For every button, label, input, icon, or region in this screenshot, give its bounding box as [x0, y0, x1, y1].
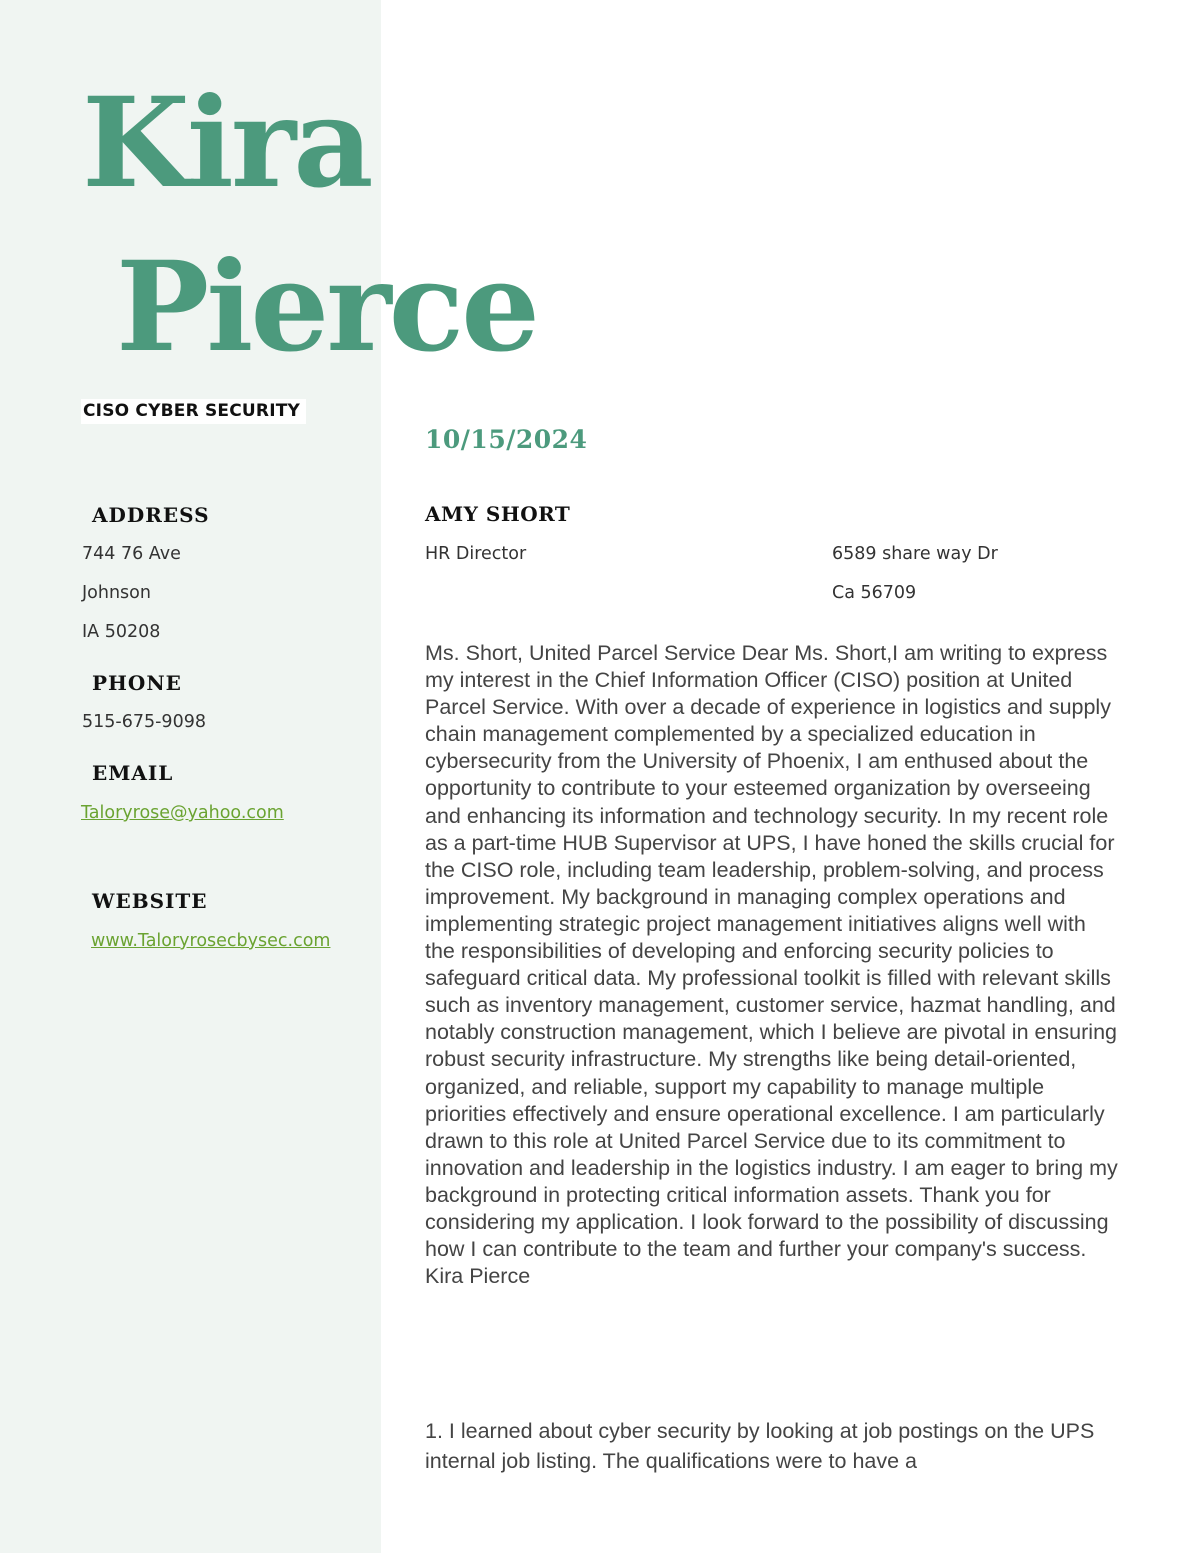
- recipient-address-line-1: 6589 share way Dr: [832, 544, 998, 564]
- letter-body: Ms. Short, United Parcel Service Dear Ms. Short,I am writing to express my interest in the Chief Information Officer (CISO) position at United Parcel Service. With over a decade of experience in logistics and supply chain management complemented by a specialized education in cybersecurity from the University of Phoenix, I am enthused about the opportunity to contribute to your esteemed organization by overseeing and enhancing its information and technology security. In my recent role as a part-time HUB Supervisor at UPS, I have honed the skills crucial for the CISO role, including team leadership, problem-solving, and process improvement. My background in managing complex operations and implementing strategic project management initiatives aligns well with the responsibilities of developing and enforcing security policies to safeguard critical data. My professional toolkit is filled with relevant skills such as inventory management, customer service, hazmat handling, and notably construction management, which I believe are pivotal in ensuring robust security infrastructure. My strengths like being detail-oriented, organized, and reliable, support my capability to manage multiple priorities effectively and ensure operational excellence. I am particularly drawn to this role at United Parcel Service due to its commitment to innovation and leadership in the logistics industry. I am eager to bring my background in protecting critical information assets. Thank you for considering my application. I look forward to the possibility of discussing how I can contribute to the team and further your company's success. Kira Pierce: [425, 641, 1118, 1289]
- phone-value: 515-675-9098: [82, 712, 206, 732]
- last-name: Pierce: [116, 235, 537, 380]
- phone-heading: PHONE: [92, 671, 182, 695]
- website-link[interactable]: www.Taloryrosecbysec.com: [91, 931, 331, 951]
- address-line-3: IA 50208: [82, 622, 161, 642]
- job-title: CISO CYBER SECURITY: [81, 399, 306, 424]
- address-line-1: 744 76 Ave: [82, 544, 181, 564]
- email-link[interactable]: Taloryrose@yahoo.com: [81, 803, 284, 823]
- address-line-2: Johnson: [82, 583, 151, 603]
- recipient-address-line-2: Ca 56709: [832, 583, 917, 603]
- recipient-name: AMY SHORT: [425, 502, 571, 526]
- letter-date: 10/15/2024: [425, 425, 588, 454]
- website-heading: WEBSITE: [92, 889, 208, 913]
- first-name: Kira: [82, 71, 371, 216]
- address-heading: ADDRESS: [92, 503, 210, 527]
- answer-paragraph: 1. I learned about cyber security by looking at job postings on the UPS internal job listing. The qualifications were to have a: [425, 1419, 1095, 1473]
- recipient-title: HR Director: [425, 544, 527, 564]
- email-heading: EMAIL: [92, 761, 174, 785]
- sidebar-background: [0, 0, 381, 1553]
